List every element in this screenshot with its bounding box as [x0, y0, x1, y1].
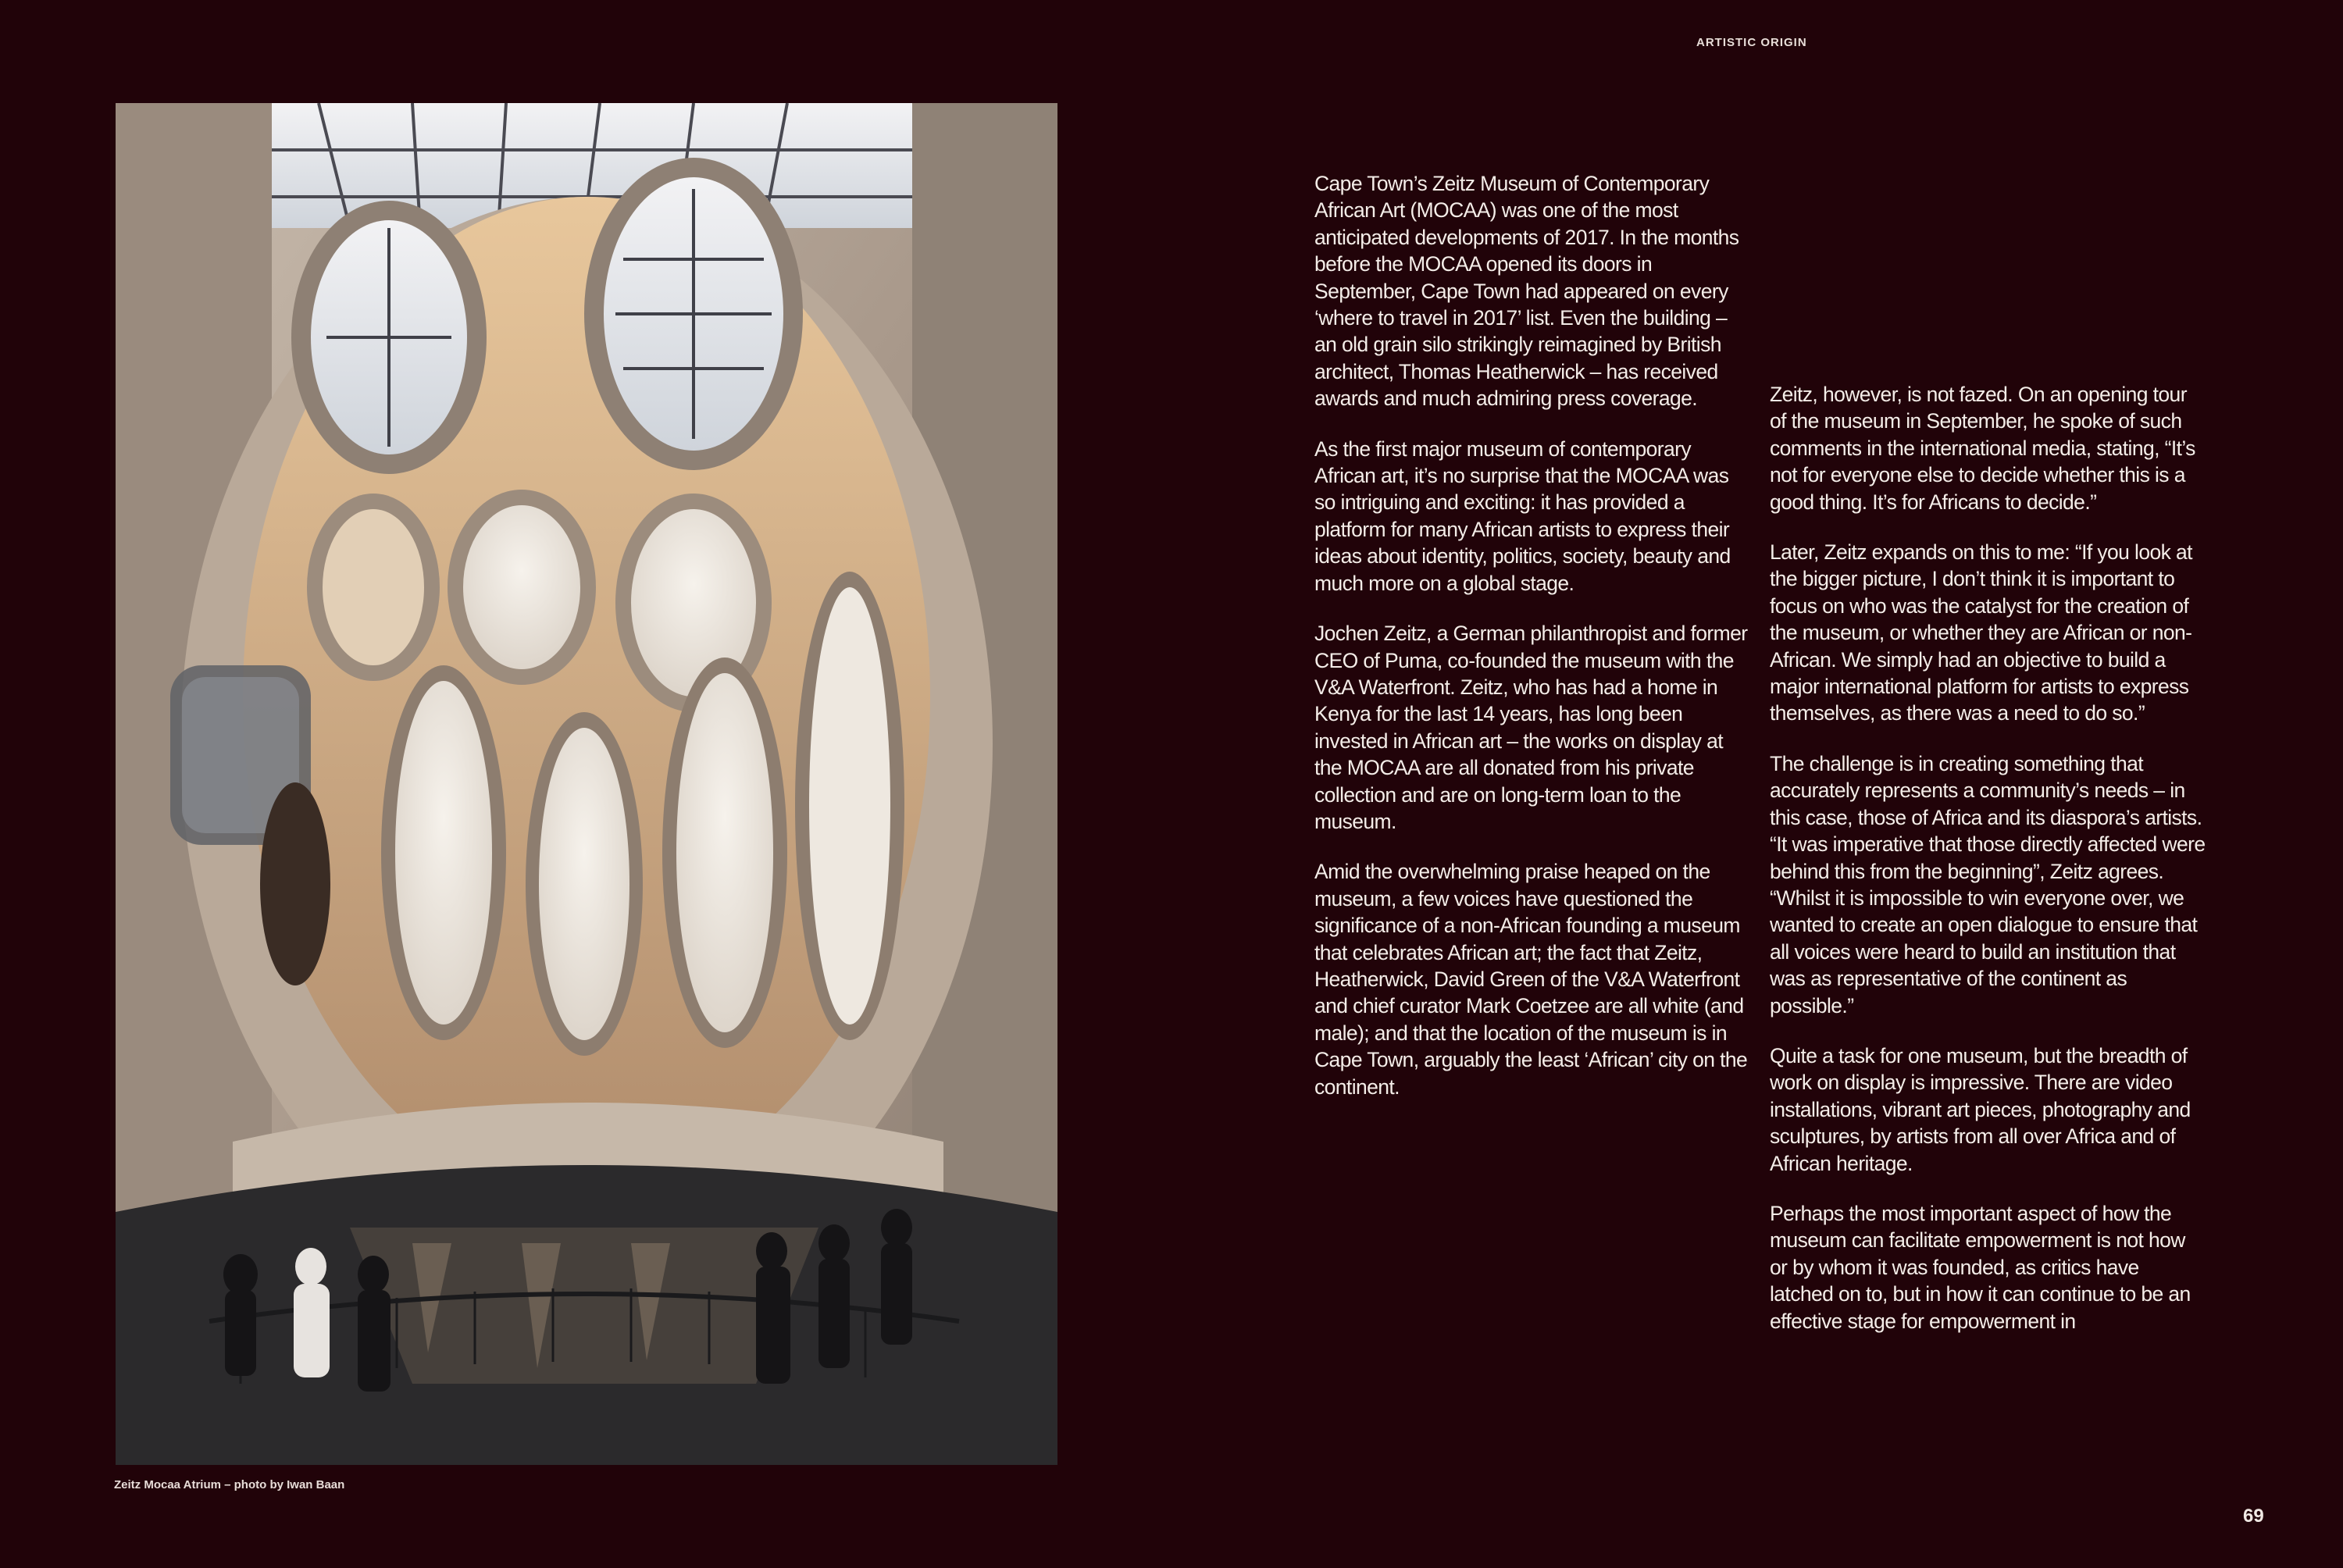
- paragraph: Quite a task for one museum, but the breadth of work on display is impressive. There are video installations, vibrant art pieces, photography and sculptures, by artists from all over Africa and of African heritage.: [1770, 1043, 2191, 1175]
- paragraph: Perhaps the most important aspect of how the museum can facilitate empowerment is not how or by whom it was founded, as critics have latched on to, but in how it can continue to be an effective stage for empowerment in: [1770, 1201, 2191, 1333]
- paragraph: Zeitz, however, is not fazed. On an opening tour of the museum in September, he spoke of such comments in the international media, stating, “It’s not for everyone else to decide whether this is a good thing. It’s for Africans to decide.”: [1770, 383, 2195, 514]
- paragraph: Cape Town’s Zeitz Museum of Contemporary African Art (MOCAA) was one of the most anticipated developments of 2017. In the months before the MOCAA opened its doors in September, Cape Town had appeared on every ‘where to travel in 2017’ list. Even the building – an old grain silo strikingly reimagined by British architect, Thomas Heatherwick – has received awards and much admiring press coverage.: [1314, 172, 1739, 411]
- paragraph: Later, Zeitz expands on this to me: “If you look at the bigger picture, I don’t think it is important to focus on who was the catalyst for the creation of the museum, or whether they are African or non-African. We simply had an objective to build a major international platform for artists to express themselves, as there was a need to do so.”: [1770, 540, 2192, 725]
- atrium-photo: [116, 103, 1057, 1465]
- photo-caption: Zeitz Mocaa Atrium – photo by Iwan Baan: [114, 1478, 345, 1491]
- page-number: 69: [2243, 1506, 2264, 1527]
- atrium-illustration: [116, 103, 1057, 1465]
- paragraph: Jochen Zeitz, a German philanthropist and former CEO of Puma, co-founded the museum with the V&A Waterfront. Zeitz, who has had a home in Kenya for the last 14 years, has long been invested in African art – the works on display at the MOCAA are all donated from his private collection and are on long-term loan to the museum.: [1314, 622, 1748, 833]
- article-column-left: [1314, 170, 1752, 1124]
- section-label: ARTISTIC ORIGIN: [1696, 36, 1807, 49]
- article-column-right: [1770, 381, 2207, 1358]
- paragraph: As the first major museum of contemporary African art, it’s no surprise that the MOCAA was so intriguing and exciting: it has provided a platform for many African artists to express their ideas about identity, politics, society, beauty and much more on a global stage.: [1314, 437, 1731, 595]
- paragraph: Amid the overwhelming praise heaped on the museum, a few voices have questioned the significance of a non-African founding a museum that celebrates African art; the fact that Zeitz, Heatherwick, David Green of the V&A Waterfront and chief curator Mark Coetzee are all white (and male); and that the location of the museum is in Cape Town, arguably the least ‘African’ city on the continent.: [1314, 860, 1748, 1099]
- paragraph: The challenge is in creating something that accurately represents a community’s needs – in this case, those of Africa and its diaspora’s artists. “It was imperative that those directly affected were behind this from the beginning”, Zeitz agrees. “Whilst it is impossible to win everyone over, we wanted to create an open dialogue to ensure that all voices were heard to build an institution that was as representative of the continent as possible.”: [1770, 751, 2206, 1017]
